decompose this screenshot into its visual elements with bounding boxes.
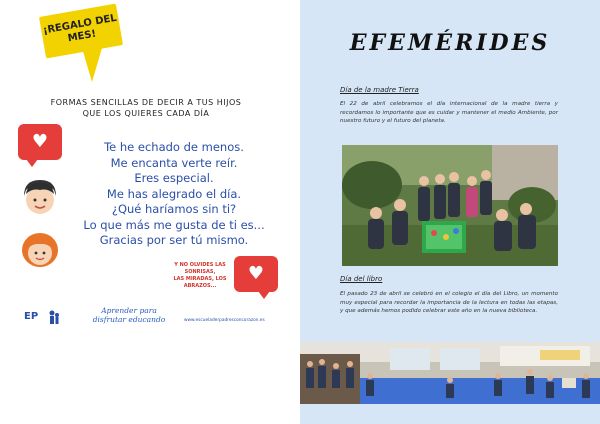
book-day-photo xyxy=(300,342,600,404)
logo-text: EP xyxy=(24,311,39,322)
gift-of-month-badge xyxy=(34,2,130,86)
heart-icon: ♥ xyxy=(247,263,265,284)
phrase-list xyxy=(62,140,286,249)
section-text-book-day: El pasado 23 de abril se celebró en el colegio el día del Libro, un momento muy especial para recordar la importancia de la lectura en todas las etapas, y que además hemos podido celebrar este año en la nueva biblioteca. xyxy=(340,291,558,314)
badge-label-box xyxy=(39,4,123,59)
phrase-item: Gracias por ser tú mismo. xyxy=(99,233,249,247)
speech-bubble xyxy=(18,124,62,160)
slogan-line-1: Aprender para xyxy=(101,306,157,315)
phrase-item: Te he echado de menos. xyxy=(104,140,244,154)
reminder-note xyxy=(160,262,240,290)
page-bottom-margin xyxy=(300,404,600,424)
reminder-line-1: Y NO OLVIDES LAS SONRISAS, xyxy=(174,262,226,275)
phrase-item: ¿Qué haríamos sin ti? xyxy=(111,202,237,216)
phrase-item: Me encanta verte reír. xyxy=(110,155,238,170)
boy-face-icon xyxy=(18,178,62,222)
section-heading-book-day: Día del libro xyxy=(340,275,383,283)
earth-day-photo xyxy=(342,145,558,266)
page-title: EFEMÉRIDES xyxy=(349,30,551,56)
section-heading-earth-day: Día de la madre Tierra xyxy=(340,86,419,94)
badge-text: ¡REGALO DEL MES! xyxy=(42,12,118,45)
footer-slogan xyxy=(92,306,166,324)
badge-pointer xyxy=(82,48,102,82)
chat-heart-icon xyxy=(18,124,62,160)
reminder-line-2: LAS MIRADAS, LOS ABRAZOS... xyxy=(173,276,227,289)
page-subtitle xyxy=(22,97,270,119)
girl-face-icon xyxy=(18,230,62,274)
right-page xyxy=(300,0,600,424)
section-text-earth-day: El 22 de abril celebramos el día internacional de la madre tierra y recordamos lo importante que es cuidar y mantener el medio Ambiente, por nuestro futuro y el futuro del planeta. xyxy=(340,101,558,124)
phrase-item: Eres especial. xyxy=(134,171,214,185)
slogan-line-2: disfrutar educando xyxy=(92,315,166,324)
school-logo xyxy=(22,307,62,329)
speech-bubble xyxy=(234,256,278,292)
chat-heart-icon xyxy=(234,256,278,292)
heart-icon: ♥ xyxy=(31,131,49,152)
website-link[interactable]: www.escueladerpadresconcorazon.es xyxy=(184,318,265,323)
subtitle-line-1: FORMAS SENCILLAS DE DECIR A TUS HIJOS xyxy=(50,98,242,107)
phrase-item: Lo que más me gusta de ti es... xyxy=(83,217,265,232)
subtitle-line-2: QUE LOS QUIERES CADA DÍA xyxy=(82,109,210,118)
phrase-item: Me has alegrado el día. xyxy=(106,186,242,201)
